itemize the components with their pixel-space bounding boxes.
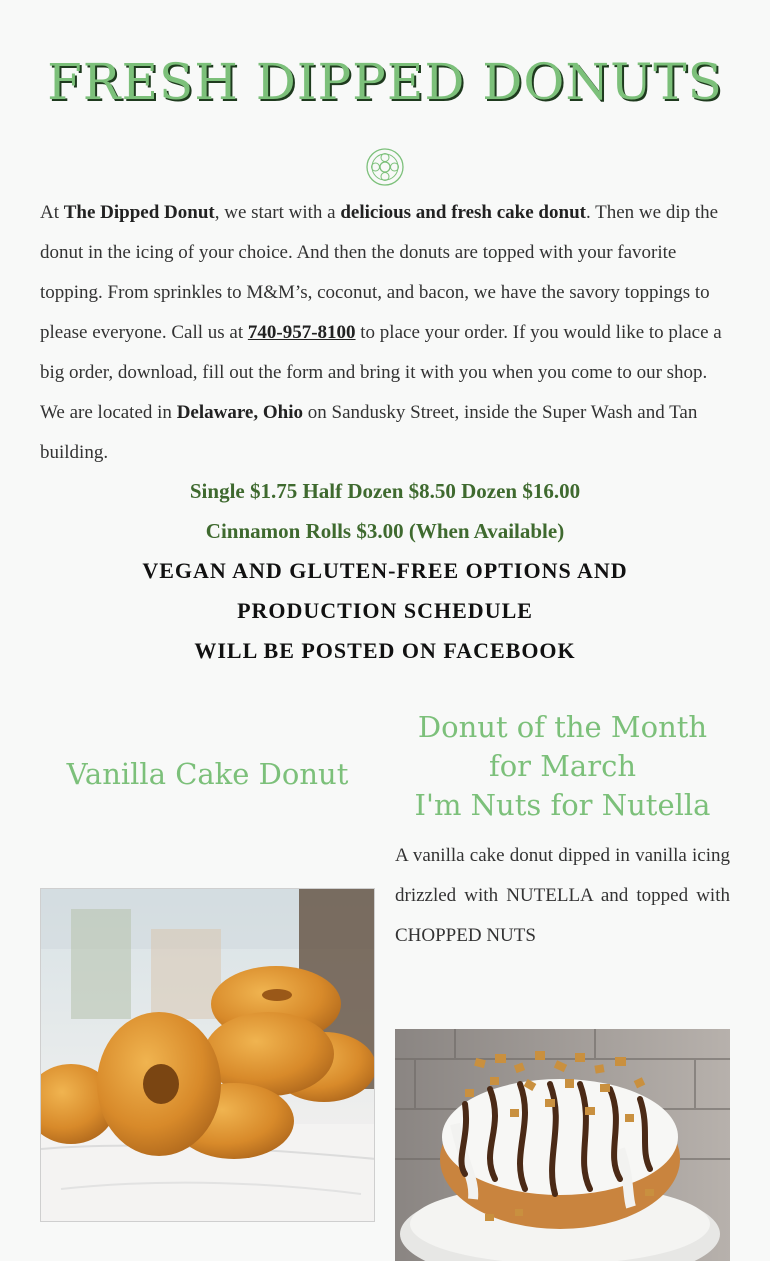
intro-text: . Then we dip the donut in the icing of your choice. And then the donuts are topped with your favorite topping. From sprinkles to M&M’s, coconut, and bacon, we have the savory toppings to please everyone. Call us at [40,202,719,343]
facebook-notice [0,551,770,671]
nutella-donut-photo [395,1029,730,1261]
price-list: Single $1.75 Half Dozen $8.50 Dozen $16.00 [189,479,581,503]
intro-text: At [40,202,64,223]
cinnamon-roll-price: Cinnamon Rolls $3.00 (When Available) [205,519,565,543]
intro-text: to place your order. If you would like to place a big order, download, fill out the form and bring it with you when you come to our shop. We are located in [40,322,722,423]
page-title: FRESH DIPPED DONUTS [47,53,723,111]
phone-link[interactable]: 740-957-8100 [247,322,356,343]
donut-of-month-heading [395,708,730,825]
intro-highlight: delicious and fresh cake donut [340,202,586,223]
vanilla-donuts-photo [40,888,375,1222]
location-text: Delaware, Ohio [176,402,303,423]
vanilla-donut-heading: Vanilla Cake Donut [66,757,349,791]
intro-paragraph [40,193,730,473]
notice-line: VEGAN AND GLUTEN-FREE OPTIONS AND PRODUCTION SCHEDULE [142,558,628,623]
intro-text: , we start with a [214,202,341,223]
shop-name: The Dipped Donut [63,202,215,223]
notice-line: WILL BE POSTED ON FACEBOOK [194,638,576,663]
intro-text: on Sandusky Street, inside the Super Wash and Tan building. [40,402,698,463]
donut-of-month-description: A vanilla cake donut dipped in vanilla icing drizzled with NUTELLA and topped with CHOPPED NUTS [395,845,730,946]
donut-of-month-name: I'm Nuts for Nutella [414,788,711,822]
flower-ornament-icon [365,147,405,187]
donut-of-month-title: Donut of the Month for March [417,710,708,783]
